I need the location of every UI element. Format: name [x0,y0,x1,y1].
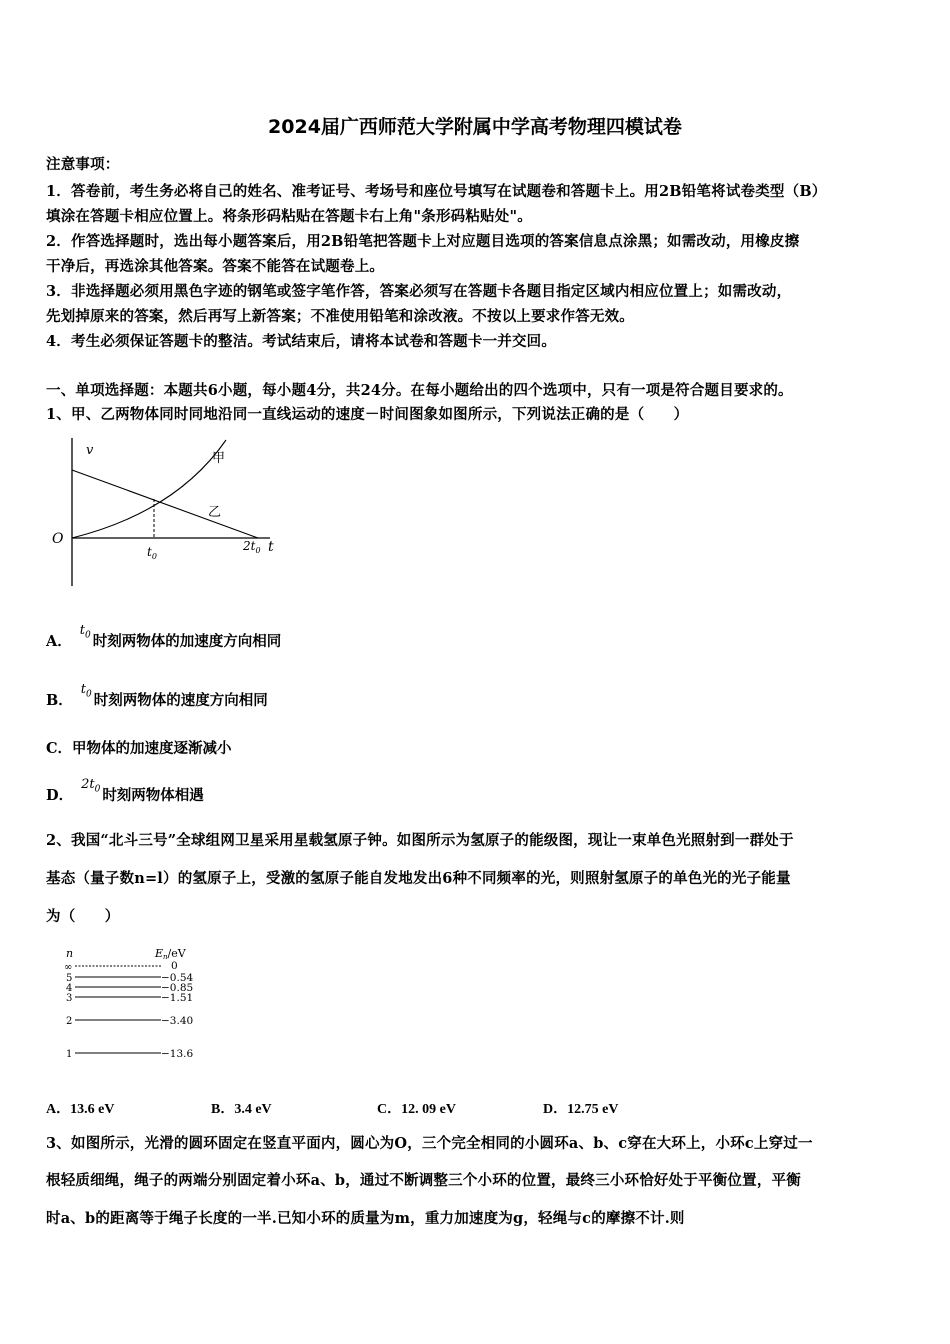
e-unit: /eV [167,947,186,960]
option-letter: B． [46,692,73,709]
e-sub: n [163,953,168,961]
level-n: 2 [66,1016,73,1027]
q2-choice-b: B．3.4 eV [211,1102,272,1117]
option-math [79,623,91,641]
option-letter: D． [46,787,74,804]
t0-sub: 0 [151,552,157,561]
level-n: 1 [66,1049,73,1060]
math-sub: 0 [85,630,91,641]
notice-heading: 注意事项： [46,156,120,173]
level-e: 0 [171,960,178,972]
section-heading: 一、单项选择题：本题共6小题，每小题4分，共24分。在每小题给出的四个选项中，只有一项是符合题目要求的。 [46,382,793,399]
question-3-stem: 3、如图所示，光滑的圆环固定在竖直平面内，圆心为O，三个完全相同的小圆环a、b、c穿在大环上，小环c上穿过一 [46,1135,813,1152]
option-text: 甲物体的加速度逐渐减小 [72,740,232,757]
e-header [154,947,187,961]
level-n: 4 [66,983,73,994]
q2-choice-d: D．12.75 eV [543,1102,619,1117]
level-n: ∞ [64,962,73,973]
vt-graph [46,432,296,592]
question-3-stem: 根轻质细绳，绳子的两端分别固定着小环a、b，通过不断调整三个小环的位置，最终三小环恰好处于平衡位置，平衡 [46,1172,801,1189]
question-1-stem: 1、甲、乙两物体同时同地沿同一直线运动的速度－时间图象如图所示，下列说法正确的是（ ） [46,406,689,423]
t-label: t [268,539,274,555]
math-var: t [79,623,85,638]
notice-line: 3．非选择题必须用黑色字迹的钢笔或签字笔作答，答案必须写在答题卡各题目指定区域内相应位置上；如需改动， [46,283,792,300]
option-letter: A． [46,633,72,650]
yi-label: 乙 [208,505,222,520]
level-e: −1.51 [161,992,194,1004]
notice-line: 填涂在答题卡相应位置上。将条形码粘贴在答题卡右上角"条形码粘贴处"。 [46,208,532,225]
curve-jia [72,440,226,538]
origin-label: O [52,531,64,547]
option-b [46,682,268,712]
n-header: n [66,947,74,960]
option-c [46,737,232,758]
option-text: 时刻两物体相遇 [102,787,204,804]
line-yi [72,470,258,538]
math-var: t [80,682,86,697]
question-3-stem: 时a、b的距离等于绳子长度的一半.已知小环的质量为m，重力加速度为g，轻绳与c的摩擦不计.则 [46,1210,685,1227]
level-e: −3.40 [161,1015,194,1027]
level-e: −13.6 [161,1048,194,1060]
level-n: 3 [66,993,73,1004]
2t0-label [242,539,261,555]
e-var: E [155,947,164,960]
question-2-stem: 基态（量子数n=l）的氢原子上，受激的氢原子能自发地发出6种不同频率的光，则照射氢原子的单色光的光子能量 [46,870,791,887]
option-a [46,623,282,653]
math-sub: 0 [86,689,92,700]
option-text: 时刻两物体的加速度方向相同 [92,633,282,650]
option-d [46,777,204,807]
2t0-sub: 0 [255,546,261,555]
notice-line: 干净后，再选涂其他答案。答案不能答在试题卷上。 [46,258,385,275]
option-math [80,682,92,700]
question-2-stem: 为（ ） [46,908,120,925]
level-e: −0.54 [161,972,194,984]
notice-line: 2．作答选择题时，选出每小题答案后，用2B铅笔把答题卡上对应题目选项的答案信息点涂黑；如需改动，用橡皮擦 [46,233,800,250]
energy-level-diagram [58,946,228,1072]
level-n: 5 [66,973,73,984]
q2-choice-c: C．12. 09 eV [377,1102,456,1117]
jia-label: 甲 [212,451,226,466]
option-letter: C． [46,740,73,757]
exam-title: 2024届广西师范大学附属中学高考物理四模试卷 [268,116,682,138]
option-math [81,777,101,795]
q2-choice-a: A．13.6 eV [46,1102,115,1117]
2t0-var: 2t [243,539,256,553]
notice-line: 4．考生必须保证答题卡的整洁。考试结束后，请将本试卷和答题卡一并交回。 [46,333,557,350]
v-label: v [86,443,94,458]
question-2-stem: 2、我国“北斗三号”全球组网卫星采用星载氢原子钟。如图所示为氢原子的能级图，现让一束单色光照射到一群处于 [46,832,794,849]
t0-var: t [147,545,152,559]
level-e: −0.85 [161,982,194,994]
notice-line: 1．答卷前，考生务必将自己的姓名、准考证号、考场号和座位号填写在试题卷和答题卡上。用2B铅笔将试卷类型（B） [46,183,827,200]
math-var: 2t [81,777,95,792]
option-text: 时刻两物体的速度方向相同 [93,692,268,709]
math-sub: 0 [94,784,101,795]
t0-label [147,545,157,561]
notice-line: 先划掉原来的答案，然后再写上新答案；不准使用铅笔和涂改液。不按以上要求作答无效。 [46,308,634,325]
